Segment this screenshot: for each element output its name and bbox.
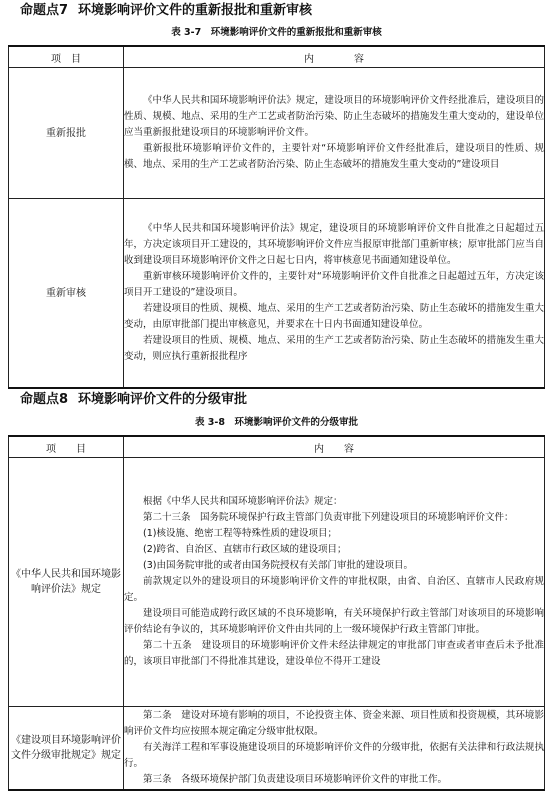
- paragraph: 第三条 各级环境保护部门负责建设项目环境影响评价文件的审批工作。: [143, 774, 448, 785]
- table-3-7: [8, 45, 545, 389]
- paragraph: 重新报批环境影响评价文件的，主要针对“环境影响评价文件经批准后，建设项目的性质、规模、地点、采用的生产工艺或者防治污染、防止生态破坏的措施发生重大变动的”建设项目: [124, 143, 544, 170]
- section-heading-7: [20, 3, 312, 19]
- row-item: 《建设项目环境影响评价文件分级审批规定》规定: [9, 707, 124, 791]
- paragraph: 若建设项目的性质、规模、地点、采用的生产工艺或者防治污染、防止生态破坏的措施发生重大变动，由原审批部门提出审核意见，并要求在十日内书面通知建设单位。: [124, 303, 544, 330]
- header-item: 项 目: [9, 436, 124, 458]
- paragraph: 前款规定以外的建设项目的环境影响评价文件的审批权限，由省、自治区、直辖市人民政府规定。: [124, 576, 544, 603]
- row-content: [124, 458, 545, 707]
- section-title: 环境影响评价文件的重新报批和重新审核: [78, 3, 313, 18]
- row-content: [124, 707, 545, 791]
- table-row: [9, 68, 545, 199]
- table-header-row: [9, 46, 545, 68]
- row-item: 重新报批: [9, 68, 124, 199]
- table-row: [9, 199, 545, 389]
- paragraph: 第二十三条 国务院环境保护行政主管部门负责审批下列建设项目的环境影响评价文件：: [143, 512, 514, 523]
- section-number: 命题点8: [20, 392, 69, 407]
- section-title: 环境影响评价文件的分级审批: [78, 392, 248, 407]
- row-content: [124, 68, 545, 199]
- section-heading-8: [20, 392, 247, 408]
- table-row: [9, 707, 545, 791]
- header-content: 内 容: [124, 46, 545, 68]
- paragraph: 《中华人民共和国环境影响评价法》规定，建设项目的环境影响评价文件自批准之日起超过五年，方决定该项目开工建设的，其环境影响评价文件应当报原审批部门重新审核；原审批部门应当自收到建设项目环境影响评价文件之日起七日内，将审核意见书面通知建设单位。: [124, 223, 544, 266]
- paragraph: 根据《中华人民共和国环境影响评价法》规定：: [143, 496, 343, 507]
- paragraph: 第二条 建设对环境有影响的项目，不论投资主体、资金来源、项目性质和投资规模，其环境影响评价文件均应按照本规定确定分级审批权限。: [124, 710, 544, 737]
- table-header-row: [9, 436, 545, 458]
- table-caption: 表 3-7 环境影响评价文件的重新报批和重新审核: [171, 27, 382, 38]
- paragraph: 第二十五条 建设项目的环境影响评价文件未经法律规定的审批部门审查或者审查后未予批准的，该项目审批部门不得批准其建设，建设单位不得开工建设: [124, 640, 544, 667]
- header-content: 内 容: [124, 436, 545, 458]
- paragraph: 重新审核环境影响评价文件的，主要针对“环境影响评价文件自批准之日起超过五年，方决定该项目开工建设的”建设项目。: [124, 271, 544, 298]
- table-3-8: [8, 435, 545, 791]
- paragraph: (3)由国务院审批的或者由国务院授权有关部门审批的建设项目。: [143, 560, 413, 571]
- table-caption: 表 3-8 环境影响评价文件的分级审批: [195, 417, 358, 428]
- header-item: 项 目: [9, 46, 124, 68]
- paragraph: (1)核设施、绝密工程等特殊性质的建设项目；: [143, 528, 337, 539]
- paragraph: 《中华人民共和国环境影响评价法》规定，建设项目的环境影响评价文件经批准后，建设项目的性质、规模、地点、采用的生产工艺或者防治污染、防止生态破坏的措施发生重大变动的，建设单位应当重新报批建设项目的环境影响评价文件。: [124, 95, 544, 138]
- paragraph: (2)跨省、自治区、直辖市行政区域的建设项目；: [143, 544, 347, 555]
- table-row: [9, 458, 545, 707]
- row-item: 《中华人民共和国环境影响评价法》规定: [9, 458, 124, 707]
- row-content: [124, 199, 545, 389]
- row-item: 重新审核: [9, 199, 124, 389]
- paragraph: 有关海洋工程和军事设施建设项目的环境影响评价文件的分级审批，依据有关法律和行政法规执行。: [124, 742, 544, 769]
- paragraph: 若建设项目的性质、规模、地点、采用的生产工艺或者防治污染、防止生态破坏的措施发生重大变动，则应执行重新报批程序: [124, 335, 544, 362]
- section-number: 命题点7: [20, 3, 69, 18]
- paragraph: 建设项目可能造成跨行政区域的不良环境影响，有关环境保护行政主管部门对该项目的环境影响评价结论有争议的，其环境影响评价文件由共同的上一级环境保护行政主管部门审批。: [124, 608, 544, 635]
